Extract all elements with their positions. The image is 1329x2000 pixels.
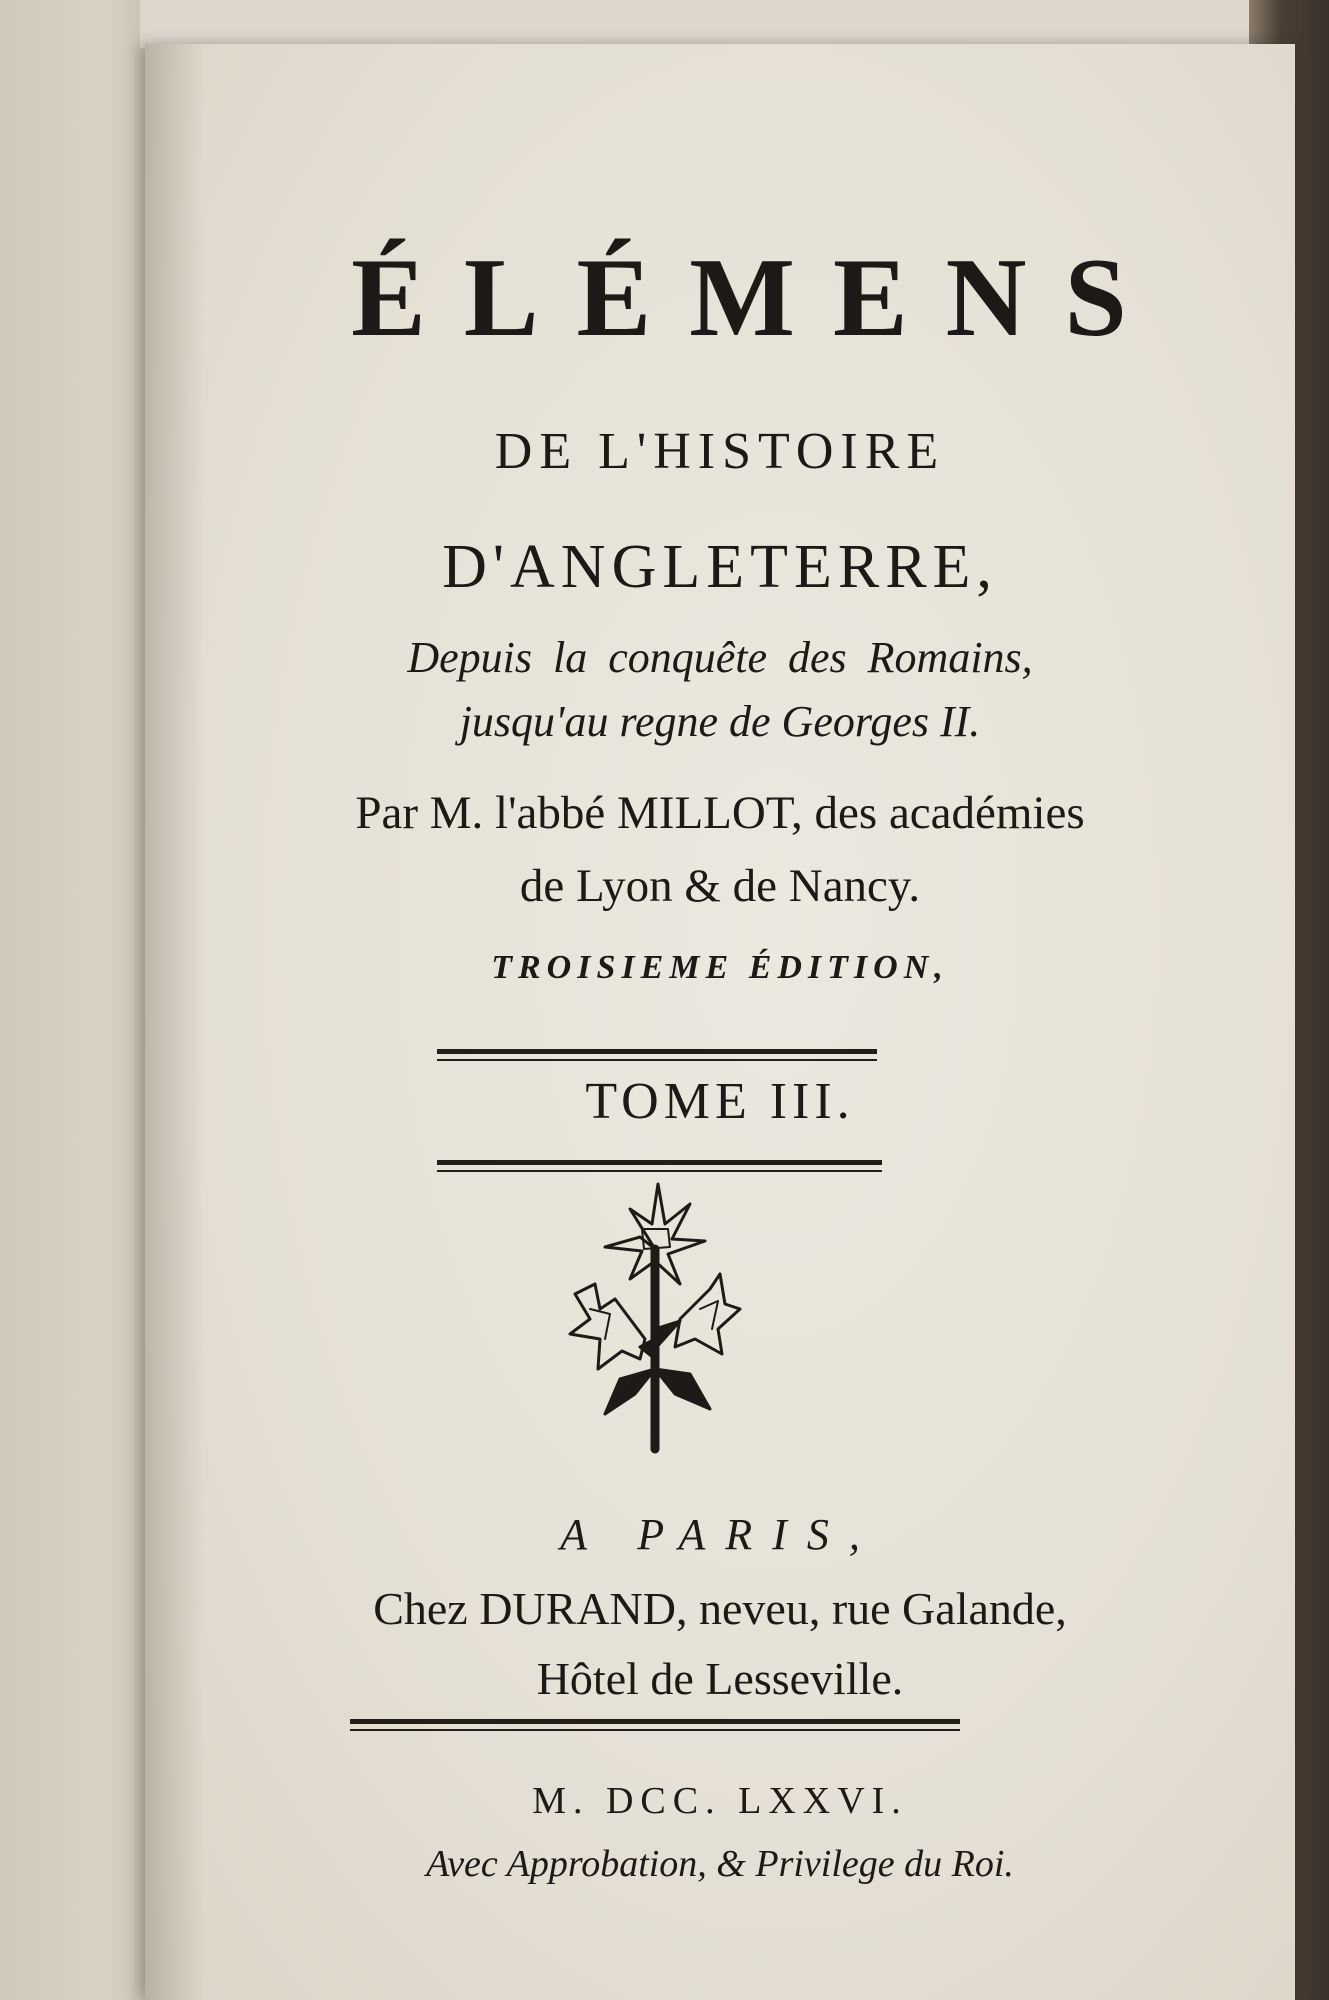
flower-sprig-icon — [560, 1179, 750, 1459]
main-title: ÉLÉMENS — [351, 236, 1165, 360]
edition-label: TROISIEME ÉDITION, — [491, 949, 949, 986]
italic-line-2: jusqu'au regne de Georges II. — [459, 697, 981, 746]
previous-page-edge — [140, 0, 1290, 48]
volume-label: TOME III. — [585, 1073, 855, 1130]
publisher-line-1: Chez DURAND, neveu, rue Galande, — [373, 1583, 1067, 1634]
publication-year: M. DCC. LXXVI. — [532, 1780, 908, 1822]
lower-rule-thick — [437, 1160, 882, 1165]
city-label: A PARIS, — [560, 1510, 880, 1559]
author-line-1: Par M. l'abbé MILLOT, des académies — [355, 787, 1085, 839]
privilege-line: Avec Approbation, & Privilege du Roi. — [426, 1843, 1014, 1885]
bottom-rule-thin — [350, 1729, 960, 1731]
italic-line-1: Depuis la conquête des Romains, — [407, 633, 1033, 682]
subtitle-line-2: D'ANGLETERRE, — [442, 533, 998, 601]
bottom-rule-thick — [350, 1719, 960, 1724]
upper-rule-thin — [437, 1059, 877, 1061]
upper-rule-thick — [437, 1049, 877, 1054]
subtitle-line-1: DE L'HISTOIRE — [494, 423, 946, 480]
title-page — [145, 44, 1295, 2000]
author-line-2: de Lyon & de Nancy. — [519, 860, 921, 912]
lower-rule-thin — [437, 1170, 882, 1172]
publisher-line-2: Hôtel de Lesseville. — [536, 1653, 904, 1704]
